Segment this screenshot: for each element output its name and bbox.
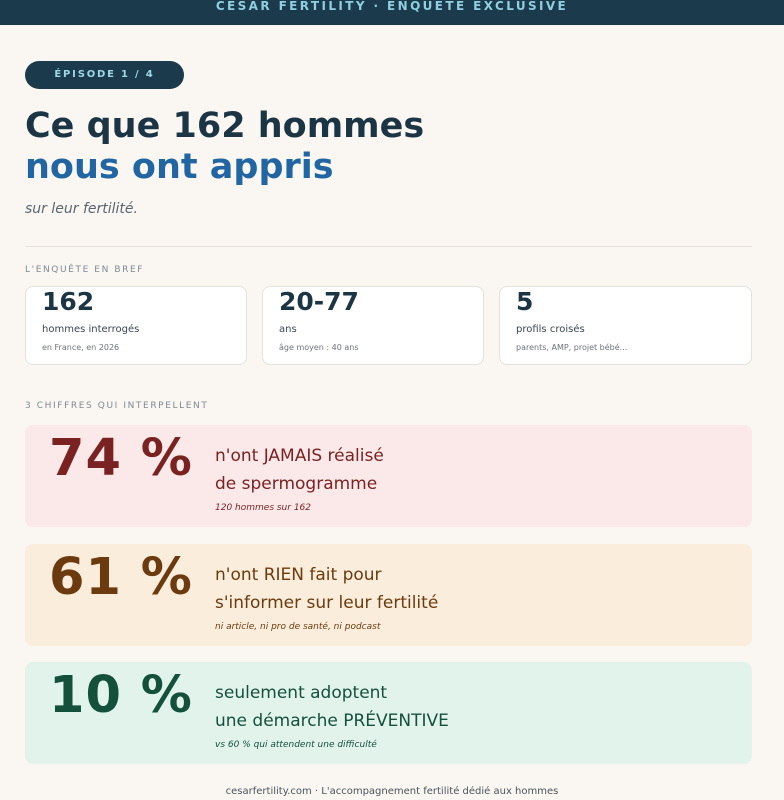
stat-label: profils croisés	[516, 324, 585, 335]
figure-note: ni article, ni pro de santé, ni podcast	[215, 622, 381, 632]
overview-label: L'ENQUÊTE EN BREF	[25, 265, 145, 275]
episode-badge: ÉPISODE 1 / 4	[25, 61, 184, 89]
figure-percent: 61 %	[49, 548, 193, 607]
figure-text-line1: seulement adoptent	[215, 683, 388, 703]
hero-subtitle: sur leur fertilité.	[25, 201, 138, 217]
figures-label: 3 CHIFFRES QUI INTERPELLENT	[25, 401, 209, 411]
stat-card-age	[262, 286, 484, 365]
figure-text-line2: une démarche PRÉVENTIVE	[215, 711, 449, 731]
figure-card-spermogram	[25, 425, 752, 527]
hero-title-line2: nous ont appris	[25, 147, 334, 187]
stat-card-profiles	[499, 286, 752, 365]
stat-value: 5	[516, 287, 534, 316]
top-banner: CESAR FERTILITY · ENQUÊTE EXCLUSIVE	[0, 0, 784, 25]
figure-text-line2: s'informer sur leur fertilité	[215, 593, 439, 613]
section-divider	[25, 246, 752, 247]
stat-sub: en France, en 2026	[42, 343, 120, 352]
figure-text-line1: n'ont JAMAIS réalisé	[215, 446, 384, 466]
figure-note: 120 hommes sur 162	[215, 503, 312, 513]
figure-text-line2: de spermogramme	[215, 474, 378, 494]
stat-value: 162	[42, 287, 95, 316]
stat-label: hommes interrogés	[42, 324, 140, 335]
stat-sub: âge moyen : 40 ans	[279, 343, 359, 352]
figure-note: vs 60 % qui attendent une difficulté	[215, 740, 377, 750]
figure-text-line1: n'ont RIEN fait pour	[215, 565, 382, 585]
figure-percent: 10 %	[49, 666, 193, 725]
footer-text: cesarfertility.com · L'accompagnement fertilité dédié aux hommes	[225, 786, 559, 797]
figure-card-information	[25, 544, 752, 646]
stat-card-respondents	[25, 286, 247, 365]
figure-percent: 74 %	[49, 429, 193, 488]
stat-value: 20-77	[279, 287, 359, 316]
hero-title-line1: Ce que 162 hommes	[25, 106, 425, 146]
stat-label: ans	[279, 324, 297, 335]
figure-card-preventive	[25, 662, 752, 764]
stat-sub: parents, AMP, projet bébé...	[516, 343, 628, 352]
